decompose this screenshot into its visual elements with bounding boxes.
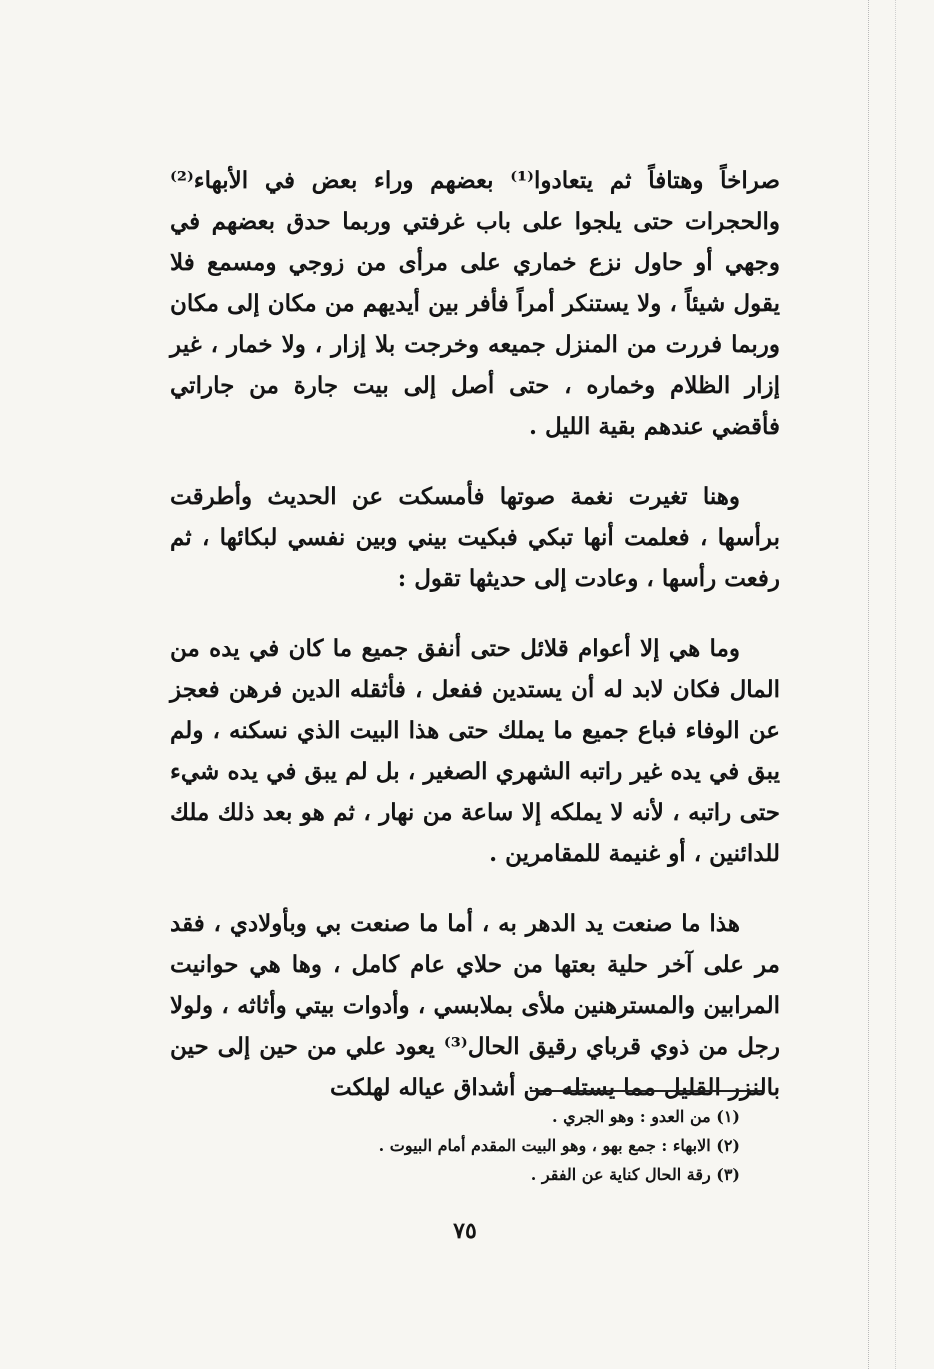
paragraph-4: هذا ما صنعت يد الدهر به ، أما ما صنعت بي وبأولادي ، فقد مر على آخر حلية بعتها من حلاي عام كامل ، وها هي حوانيت المرابين والمسترهنين ملأى بملابسي ، وأدوات بيتي وأثاثه ، ولولا رجل من ذوي قرباي رقيق الحال⁽³⁾ يعود علي من حين إلى حين بالنزر القليل مما يستله من أشداق عياله لهلكت <box>170 910 780 1101</box>
paragraph-3: وما هي إلا أعوام قلائل حتى أنفق جميع ما كان في يده من المال فكان لابد له أن يستدين ففعل ، فأثقله الدين فرهن فعجز عن الوفاء فباع جميع ما يملك حتى هذا البيت الذي نسكنه ، ولم يبق في يده غير راتبه الشهري الصغير ، بل لم يبق في يده شيء حتى راتبه ، لأنه لا يملكه إلا ساعة من نهار ، ثم هو بعد ذلك ملك للدائنين ، أو غنيمة للمقامرين . <box>170 635 780 867</box>
footnote-3: (٣) رقة الحال كناية عن الفقر . <box>530 1165 740 1184</box>
page-number: ٧٥ <box>453 1218 477 1244</box>
paragraph-1: صراخاً وهتافاً ثم يتعادوا⁽¹⁾ بعضهم وراء بعض في الأبهاء⁽²⁾ والحجرات حتى يلجوا على باب غرفتي وربما حدق بعضهم في وجهي أو حاول نزع خماري على مرأى من زوجي ومسمع فلا يقول شيئاً ، ولا يستنكر أمراً فأفر بين أيديهم من مكان إلى مكان وربما فررت من المنزل جميعه وخرجت بلا إزار ، ولا خمار ، غير إزار الظلام وخماره ، حتى أصل إلى بيت جارة من جاراتي فأقضي عندهم بقية الليل . <box>170 167 780 440</box>
page-edge <box>868 0 896 1369</box>
footnote-2: (٢) الابهاء : جمع بهو ، وهو البيت المقدم أمام البيوت . <box>378 1136 740 1155</box>
footnote-1: (١) من العدو : وهو الجري . <box>552 1107 740 1126</box>
footnotes <box>260 1102 740 1189</box>
footnote-separator <box>530 1090 762 1092</box>
paragraph-2: وهنا تغيرت نغمة صوتها فأمسكت عن الحديث وأطرقت برأسها ، فعلمت أنها تبكي فبكيت بيني وبين نفسي لبكائها ، ثم رفعت رأسها ، وعادت إلى حديثها تقول : <box>170 483 780 592</box>
main-text <box>170 160 780 1108</box>
